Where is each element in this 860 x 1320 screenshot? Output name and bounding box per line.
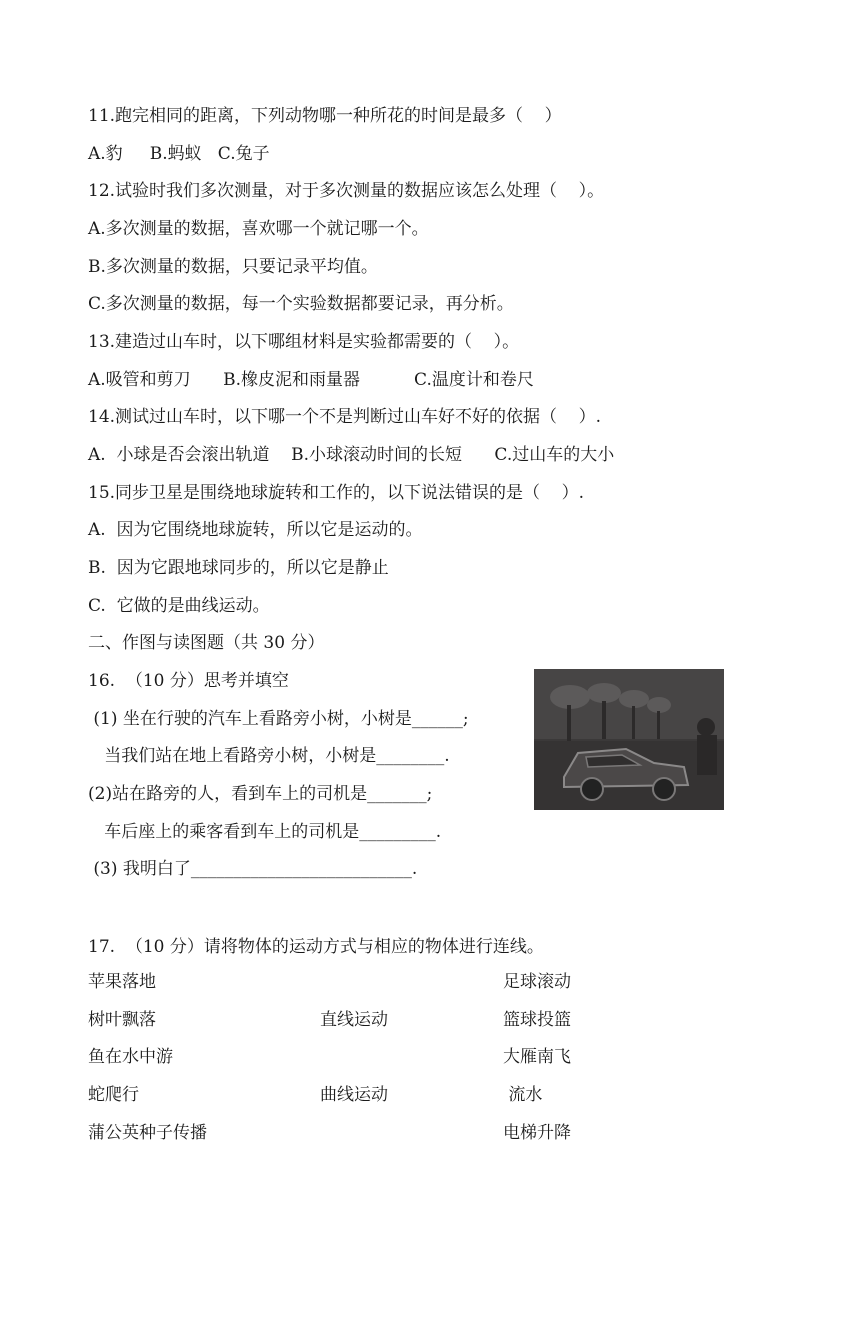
q17-left-item: 苹果落地 <box>88 972 156 992</box>
q11-options: A.豹 B.蚂蚁 C.兔子 <box>88 144 270 164</box>
q14-stem: 14.测试过山车时，以下哪一个不是判断过山车好不好的依据（ ）. <box>88 407 602 427</box>
q11-stem: 11.跑完相同的距离，下列动物哪一种所花的时间是最多（ ） <box>88 106 562 126</box>
q17-left-item: 蛇爬行 <box>88 1085 139 1105</box>
q17-motion-type: 曲线运动 <box>320 1085 388 1105</box>
q17-stem: 17. （10 分）请将物体的运动方式与相应的物体进行连线。 <box>88 937 544 957</box>
q12-option-c: C.多次测量的数据，每一个实验数据都要记录，再分析。 <box>88 294 514 314</box>
roadside-car-photo <box>534 669 724 810</box>
q17-right-item: 大雁南飞 <box>503 1047 571 1067</box>
q17-left-item: 蒲公英种子传播 <box>88 1123 207 1143</box>
q17-right-item: 电梯升降 <box>503 1123 571 1143</box>
q15-option-a: A. 因为它围绕地球旋转，所以它是运动的。 <box>88 520 423 540</box>
section2-heading: 二、作图与读图题（共 30 分） <box>88 633 325 653</box>
q16-part1-b: 当我们站在地上看路旁小树，小树是________. <box>88 746 450 766</box>
q12-stem: 12.试验时我们多次测量，对于多次测量的数据应该怎么处理（ ）。 <box>88 181 605 201</box>
q17-right-item: 足球滚动 <box>503 972 571 992</box>
q13-stem: 13.建造过山车时，以下哪组材料是实验都需要的（ ）。 <box>88 332 520 352</box>
q12-option-a: A.多次测量的数据，喜欢哪一个就记哪一个。 <box>88 219 429 239</box>
q16-part2-b: 车后座上的乘客看到车上的司机是_________. <box>88 822 442 842</box>
q13-options: A.吸管和剪刀 B.橡皮泥和雨量器 C.温度计和卷尺 <box>88 370 534 390</box>
q16-stem: 16. （10 分）思考并填空 <box>88 671 289 691</box>
q16-part1-a: (1) 坐在行驶的汽车上看路旁小树，小树是______; <box>88 709 469 729</box>
q16-part2-a: (2)站在路旁的人，看到车上的司机是_______; <box>88 784 433 804</box>
q17-left-item: 树叶飘落 <box>88 1010 156 1030</box>
q16-part3: (3) 我明白了__________________________. <box>88 859 418 879</box>
q14-options: A. 小球是否会滚出轨道 B.小球滚动时间的长短 C.过山车的大小 <box>88 445 615 465</box>
q17-left-item: 鱼在水中游 <box>88 1047 173 1067</box>
q15-stem: 15.同步卫星是围绕地球旋转和工作的，以下说法错误的是（ ）. <box>88 483 585 503</box>
q17-right-item: 篮球投篮 <box>503 1010 571 1030</box>
q12-option-b: B.多次测量的数据，只要记录平均值。 <box>88 257 378 277</box>
q17-right-item: 流水 <box>503 1085 543 1105</box>
q15-option-c: C. 它做的是曲线运动。 <box>88 596 270 616</box>
q17-motion-type: 直线运动 <box>320 1010 388 1030</box>
q15-option-b: B. 因为它跟地球同步的，所以它是静止 <box>88 558 389 578</box>
